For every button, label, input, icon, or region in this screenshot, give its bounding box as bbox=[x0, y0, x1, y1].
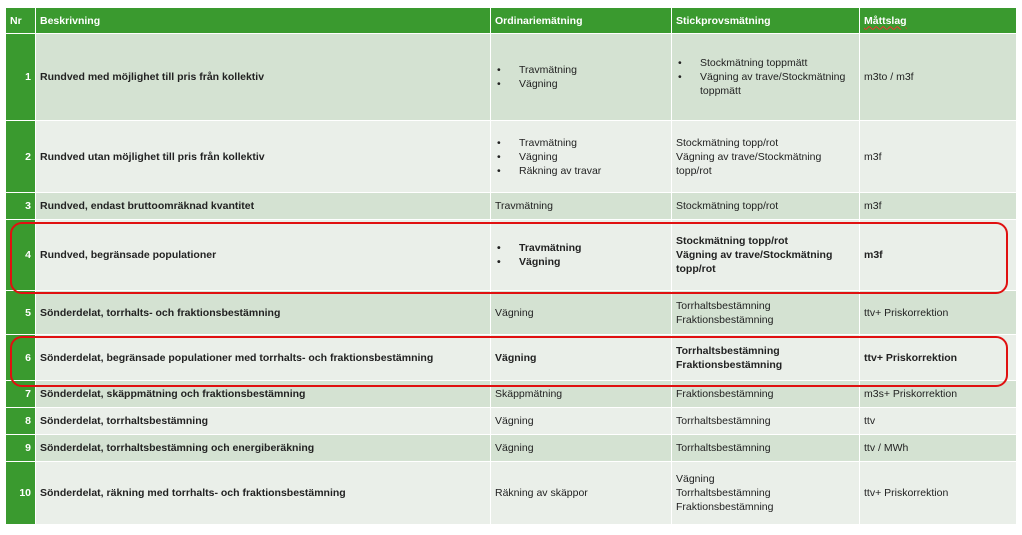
sample-measurement-item: Torrhaltsbestämning bbox=[676, 299, 771, 312]
table-row bbox=[6, 381, 1017, 408]
sample-measurement bbox=[672, 220, 860, 291]
table-row bbox=[6, 291, 1017, 335]
ordinary-measurement-item: Skäppmätning bbox=[495, 388, 563, 400]
row-description: Sönderdelat, räkning med torrhalts- och fraktionsbestämning bbox=[36, 462, 491, 525]
sample-measurement-item: Stockmätning topp/rot bbox=[676, 235, 788, 247]
row-number: 8 bbox=[6, 408, 36, 435]
row-description: Rundved, endast bruttoomräknad kvantitet bbox=[36, 193, 491, 220]
table-row bbox=[6, 121, 1017, 193]
ordinary-measurement-item: Travmätning bbox=[495, 200, 553, 212]
measure-unit: m3f bbox=[860, 220, 1017, 291]
row-description: Rundved med möjlighet till pris från kollektiv bbox=[36, 34, 491, 121]
sample-measurement-item: Torrhaltsbestämning bbox=[676, 487, 771, 499]
ordinary-measurement bbox=[491, 193, 672, 220]
row-number: 4 bbox=[6, 220, 36, 291]
ordinary-measurement bbox=[491, 121, 672, 193]
row-number: 1 bbox=[6, 34, 36, 121]
row-number: 7 bbox=[6, 381, 36, 408]
measure-unit: m3to / m3f bbox=[860, 34, 1017, 121]
measure-unit: ttv+ Priskorrektion bbox=[860, 291, 1017, 335]
ordinary-measurement-item: • Vägning bbox=[519, 255, 667, 269]
ordinary-measurement-item: Vägning bbox=[495, 415, 534, 427]
header-description: Beskrivning bbox=[36, 8, 491, 34]
sample-measurement-item: Fraktionsbestämning bbox=[676, 501, 774, 513]
ordinary-measurement bbox=[491, 335, 672, 381]
sample-measurement bbox=[672, 381, 860, 408]
row-description: Sönderdelat, torrhaltsbestämning och energiberäkning bbox=[36, 435, 491, 462]
ordinary-measurement bbox=[491, 291, 672, 335]
sample-measurement-item: Vägning av trave/Stockmätning topp/rot bbox=[676, 249, 833, 275]
table-row bbox=[6, 34, 1017, 121]
measure-unit: ttv+ Priskorrektion bbox=[860, 335, 1017, 381]
row-description: Sönderdelat, begränsade populationer med torrhalts- och fraktionsbestämning bbox=[36, 335, 491, 381]
measure-unit: m3f bbox=[860, 121, 1017, 193]
table-row bbox=[6, 220, 1017, 291]
measure-unit: ttv / MWh bbox=[860, 435, 1017, 462]
measure-unit: ttv bbox=[860, 408, 1017, 435]
row-number: 6 bbox=[6, 335, 36, 381]
measure-unit: ttv+ Priskorrektion bbox=[860, 462, 1017, 525]
sample-measurement-item: Vägning av trave/Stockmätning topp/rot bbox=[676, 150, 822, 177]
sample-measurement-item: Fraktionsbestämning bbox=[676, 388, 774, 400]
sample-measurement-item: Torrhaltsbestämning bbox=[676, 344, 780, 357]
ordinary-measurement-item: Räkning av skäppor bbox=[495, 487, 588, 499]
ordinary-measurement-item: • Travmätning bbox=[519, 136, 667, 150]
ordinary-measurement-item: Vägning bbox=[495, 351, 537, 364]
ordinary-measurement-item: • Vägning bbox=[519, 150, 667, 164]
ordinary-measurement bbox=[491, 435, 672, 462]
row-description: Rundved, begränsade populationer bbox=[36, 220, 491, 291]
sample-measurement-item: Torrhaltsbestämning bbox=[676, 415, 771, 427]
sample-measurement bbox=[672, 291, 860, 335]
ordinary-measurement-item: • Vägning bbox=[519, 77, 667, 91]
row-number: 9 bbox=[6, 435, 36, 462]
table-row bbox=[6, 408, 1017, 435]
sample-measurement bbox=[672, 435, 860, 462]
measurement-table bbox=[5, 7, 1017, 525]
sample-measurement bbox=[672, 193, 860, 220]
row-number: 5 bbox=[6, 291, 36, 335]
measure-unit: m3s+ Priskorrektion bbox=[860, 381, 1017, 408]
ordinary-measurement-item: • Räkning av travar bbox=[519, 164, 667, 178]
sample-measurement bbox=[672, 121, 860, 193]
ordinary-measurement-item: Vägning bbox=[495, 442, 534, 454]
sample-measurement bbox=[672, 462, 860, 525]
table-row bbox=[6, 335, 1017, 381]
row-description: Sönderdelat, torrhaltsbestämning bbox=[36, 408, 491, 435]
table-row bbox=[6, 462, 1017, 525]
row-description: Sönderdelat, skäppmätning och fraktionsbestämning bbox=[36, 381, 491, 408]
sample-measurement-item: • Vägning av trave/Stockmätning toppmätt bbox=[700, 70, 855, 98]
sample-measurement-item: Fraktionsbestämning bbox=[676, 313, 774, 326]
sample-measurement-item: Torrhaltsbestämning bbox=[676, 442, 771, 454]
table-row bbox=[6, 193, 1017, 220]
sample-measurement-item: Stockmätning topp/rot bbox=[676, 200, 779, 212]
ordinary-measurement-item: • Travmätning bbox=[519, 241, 667, 255]
row-number: 3 bbox=[6, 193, 36, 220]
table-row bbox=[6, 435, 1017, 462]
ordinary-measurement bbox=[491, 408, 672, 435]
row-number: 2 bbox=[6, 121, 36, 193]
header-sample: Stickprovsmätning bbox=[672, 8, 860, 34]
header-row bbox=[6, 8, 1017, 34]
ordinary-measurement-item: Vägning bbox=[495, 306, 534, 319]
sample-measurement-item: • Stockmätning toppmätt bbox=[700, 56, 855, 70]
sample-measurement-item: Fraktionsbestämning bbox=[676, 358, 783, 371]
sample-measurement-item: Stockmätning topp/rot bbox=[676, 136, 779, 149]
header-nr: Nr bbox=[6, 8, 36, 34]
ordinary-measurement bbox=[491, 381, 672, 408]
ordinary-measurement-item: • Travmätning bbox=[519, 63, 667, 77]
ordinary-measurement bbox=[491, 220, 672, 291]
sample-measurement bbox=[672, 34, 860, 121]
ordinary-measurement bbox=[491, 462, 672, 525]
ordinary-measurement bbox=[491, 34, 672, 121]
row-description: Rundved utan möjlighet till pris från kollektiv bbox=[36, 121, 491, 193]
sample-measurement bbox=[672, 335, 860, 381]
row-description: Sönderdelat, torrhalts- och fraktionsbestämning bbox=[36, 291, 491, 335]
header-ordinary: Ordinariemätning bbox=[491, 8, 672, 34]
header-unit: Måttslag bbox=[860, 8, 1017, 34]
measure-unit: m3f bbox=[860, 193, 1017, 220]
sample-measurement bbox=[672, 408, 860, 435]
row-number: 10 bbox=[6, 462, 36, 525]
sample-measurement-item: Vägning bbox=[676, 473, 715, 485]
